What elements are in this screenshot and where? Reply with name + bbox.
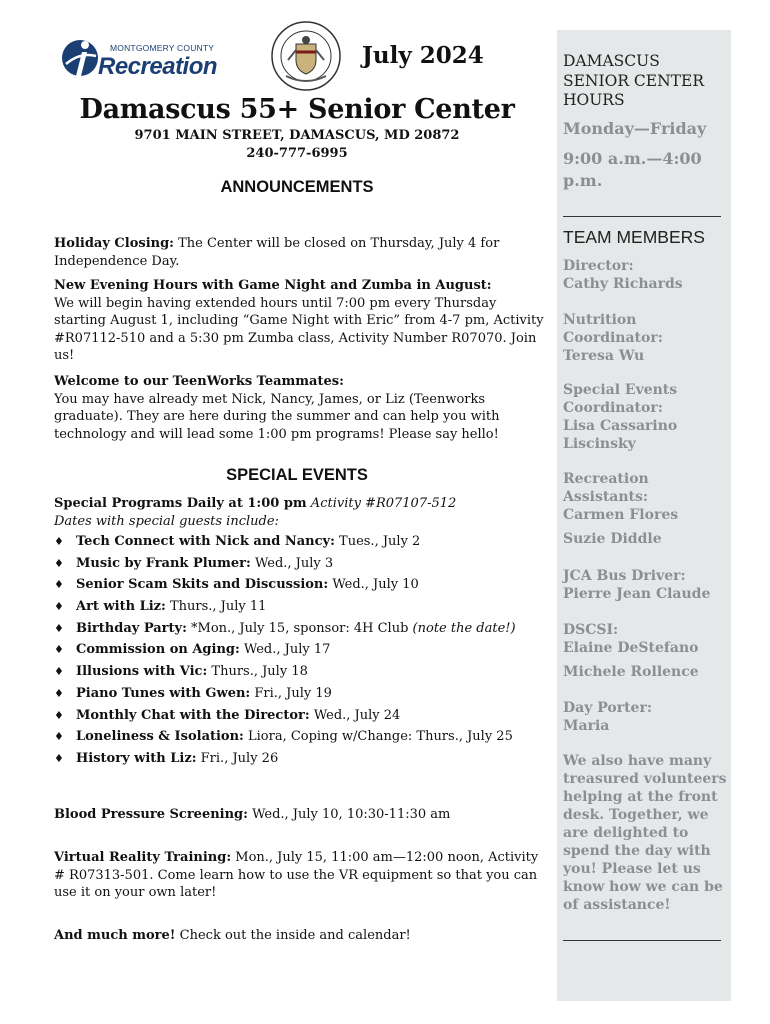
- team-role: DSCSI:: [563, 622, 619, 638]
- event-detail: Fri., July 26: [196, 750, 279, 766]
- diamond-bullet-icon: ♦: [54, 665, 64, 679]
- event-name: Commission on Aging:: [76, 642, 240, 658]
- diamond-bullet-icon: ♦: [54, 621, 64, 635]
- team-role: Recreation Assistants:: [563, 471, 649, 505]
- teenworks-text: You may have already met Nick, Nancy, James, or Liz (Teenworks graduate). They are here during the summer and can help you with technology and will lead some 1:00 pm programs! Please say hello!: [54, 391, 500, 442]
- vr-training-text: Mon., July 15, 11:00 am—12:00 noon, Activity # R07313-501. Come learn how to use the VR equipment so that you can use it on your own later!: [54, 850, 539, 900]
- teenworks-announcement: [54, 373, 544, 443]
- logo-big-text: Recreation: [98, 53, 218, 80]
- event-item: [54, 748, 544, 770]
- diamond-bullet-icon: ♦: [54, 578, 64, 592]
- issue-month: July 2024: [362, 42, 484, 69]
- event-detail: Liora, Coping w/Change: Thurs., July 25: [243, 729, 513, 745]
- event-name: Tech Connect with Nick and Nancy:: [76, 534, 335, 549]
- event-name: Piano Tunes with Gwen:: [76, 685, 251, 701]
- volunteers-note: We also have many treasured volunteers helping at the front desk. Together, we are delighted to spend the day with you! Please let us know how we can be of assistance!: [563, 753, 727, 913]
- team-role: Special Events Coordinator:: [563, 382, 678, 416]
- page-title: Damascus 55+ Senior Center: [79, 94, 515, 125]
- team-role: Director:: [563, 258, 634, 274]
- team-member: [563, 699, 729, 735]
- diamond-bullet-icon: ♦: [54, 643, 64, 657]
- event-detail: Fri., July 19: [250, 685, 332, 701]
- event-detail: Wed., July 3: [250, 555, 334, 571]
- evening-hours-text: We will begin having extended hours until 7:00 pm every Thursday starting August 1, including “Game Night with Eric” from 4-7 pm, Activity #R07112-510 and a 5:30 pm Zumba class, Activity Number R07070. Join us!: [54, 295, 544, 363]
- holiday-closing-text: The Center will be closed on Thursday, July 4 for Independence Day.: [54, 236, 500, 269]
- diamond-bullet-icon: ♦: [54, 535, 64, 548]
- event-item: [54, 531, 544, 553]
- special-events-list: [54, 531, 544, 770]
- team-member: [563, 381, 729, 453]
- event-name: Birthday Party:: [76, 620, 187, 636]
- event-name: History with Liz:: [76, 750, 197, 766]
- event-item: [54, 683, 544, 705]
- recreation-logo: [60, 34, 220, 86]
- event-item: [54, 618, 544, 640]
- recreation-logo-icon: [60, 34, 100, 82]
- event-detail: Thurs., July 18: [207, 664, 308, 680]
- hours-time: 9:00 a.m.—4:00 p.m.: [563, 149, 702, 190]
- evening-hours-label: New Evening Hours with Game Night and Zumba in August:: [54, 278, 492, 293]
- event-detail: Wed., July 17: [239, 642, 331, 658]
- team-member-name: Lisa Cassarino Liscinsky: [563, 418, 678, 452]
- teenworks-label: Welcome to our TeenWorks Teammates:: [54, 374, 344, 389]
- team-member-name: Cathy Richards: [563, 276, 683, 292]
- team-member-name: Maria: [563, 718, 610, 734]
- team-member-name: Suzie Diddle: [563, 531, 662, 547]
- sidebar-divider: [563, 216, 721, 217]
- blood-pressure-label: Blood Pressure Screening:: [54, 807, 248, 822]
- holiday-closing-announcement: [54, 235, 544, 270]
- event-name: Music by Frank Plumer:: [76, 555, 251, 571]
- event-name: Illusions with Vic:: [76, 664, 208, 680]
- event-item: [54, 705, 544, 727]
- holiday-closing-label: Holiday Closing:: [54, 236, 174, 251]
- blood-pressure-text: Wed., July 10, 10:30-11:30 am: [247, 807, 451, 822]
- event-note: (note the date!): [412, 620, 516, 636]
- diamond-bullet-icon: ♦: [54, 686, 64, 700]
- event-item: [54, 639, 544, 661]
- event-detail: *Mon., July 15, sponsor: 4H Club: [186, 620, 413, 636]
- team-member-name: Teresa Wu: [563, 348, 645, 364]
- event-detail: Tues., July 2: [334, 534, 421, 549]
- team-member-name: Carmen Flores: [563, 507, 679, 523]
- sidebar-divider-bottom: [563, 940, 721, 941]
- team-member: [563, 621, 729, 657]
- event-detail: Wed., July 24: [309, 707, 401, 723]
- event-item: [54, 661, 544, 683]
- evening-hours-announcement: [54, 277, 544, 365]
- event-detail: Wed., July 10: [328, 577, 419, 593]
- sidebar: [557, 30, 731, 1001]
- event-detail: Thurs., July 11: [165, 599, 267, 615]
- event-item: [54, 574, 544, 596]
- special-programs-label: Special Programs Daily at 1:00 pm: [54, 496, 307, 511]
- event-item: [54, 553, 544, 575]
- blood-pressure-item: [54, 806, 544, 824]
- team-role: JCA Bus Driver:: [563, 568, 686, 584]
- diamond-bullet-icon: ♦: [54, 600, 64, 614]
- team-role: Nutrition Coordinator:: [563, 312, 663, 346]
- county-seal-icon: [270, 20, 342, 92]
- event-name: Art with Liz:: [76, 599, 166, 615]
- team-member-name: Michele Rollence: [563, 664, 699, 680]
- diamond-bullet-icon: ♦: [54, 708, 64, 722]
- diamond-bullet-icon: ♦: [54, 556, 64, 570]
- team-member: [563, 567, 729, 603]
- much-more-item: [54, 927, 544, 945]
- vr-training-item: [54, 849, 544, 902]
- team-member-name: Pierre Jean Claude: [563, 586, 711, 602]
- hours-days: Monday—Friday: [563, 119, 707, 138]
- center-phone: 240-777-6995: [246, 146, 348, 161]
- event-item: [54, 726, 544, 748]
- special-programs-activity: Activity #R07107-512: [306, 496, 457, 511]
- special-events-heading: SPECIAL EVENTS: [226, 466, 368, 484]
- hours-title: DAMASCUS SENIOR CENTER HOURS: [563, 52, 704, 109]
- event-name: Senior Scam Skits and Discussion:: [76, 577, 329, 593]
- special-guests-note: Dates with special guests include:: [54, 513, 279, 529]
- team-member-name: Elaine DeStefano: [563, 640, 699, 656]
- much-more-text: Check out the inside and calendar!: [175, 928, 411, 943]
- team-member: [563, 470, 729, 524]
- event-item: [54, 596, 544, 618]
- event-name: Monthly Chat with the Director:: [76, 707, 310, 723]
- team-title: TEAM MEMBERS: [563, 227, 705, 247]
- announcements-heading: ANNOUNCEMENTS: [220, 178, 374, 196]
- event-name: Loneliness & Isolation:: [76, 729, 244, 745]
- team-role: Day Porter:: [563, 700, 653, 716]
- logo-small-text: MONTGOMERY COUNTY: [110, 43, 215, 53]
- much-more-label: And much more!: [54, 928, 176, 943]
- diamond-bullet-icon: ♦: [54, 730, 64, 744]
- diamond-bullet-icon: ♦: [54, 751, 64, 765]
- team-member: [563, 311, 729, 365]
- vr-training-label: Virtual Reality Training:: [54, 850, 232, 865]
- team-member: [563, 257, 729, 293]
- center-address: 9701 MAIN STREET, DAMASCUS, MD 20872: [134, 128, 460, 143]
- special-programs-intro: [54, 495, 544, 530]
